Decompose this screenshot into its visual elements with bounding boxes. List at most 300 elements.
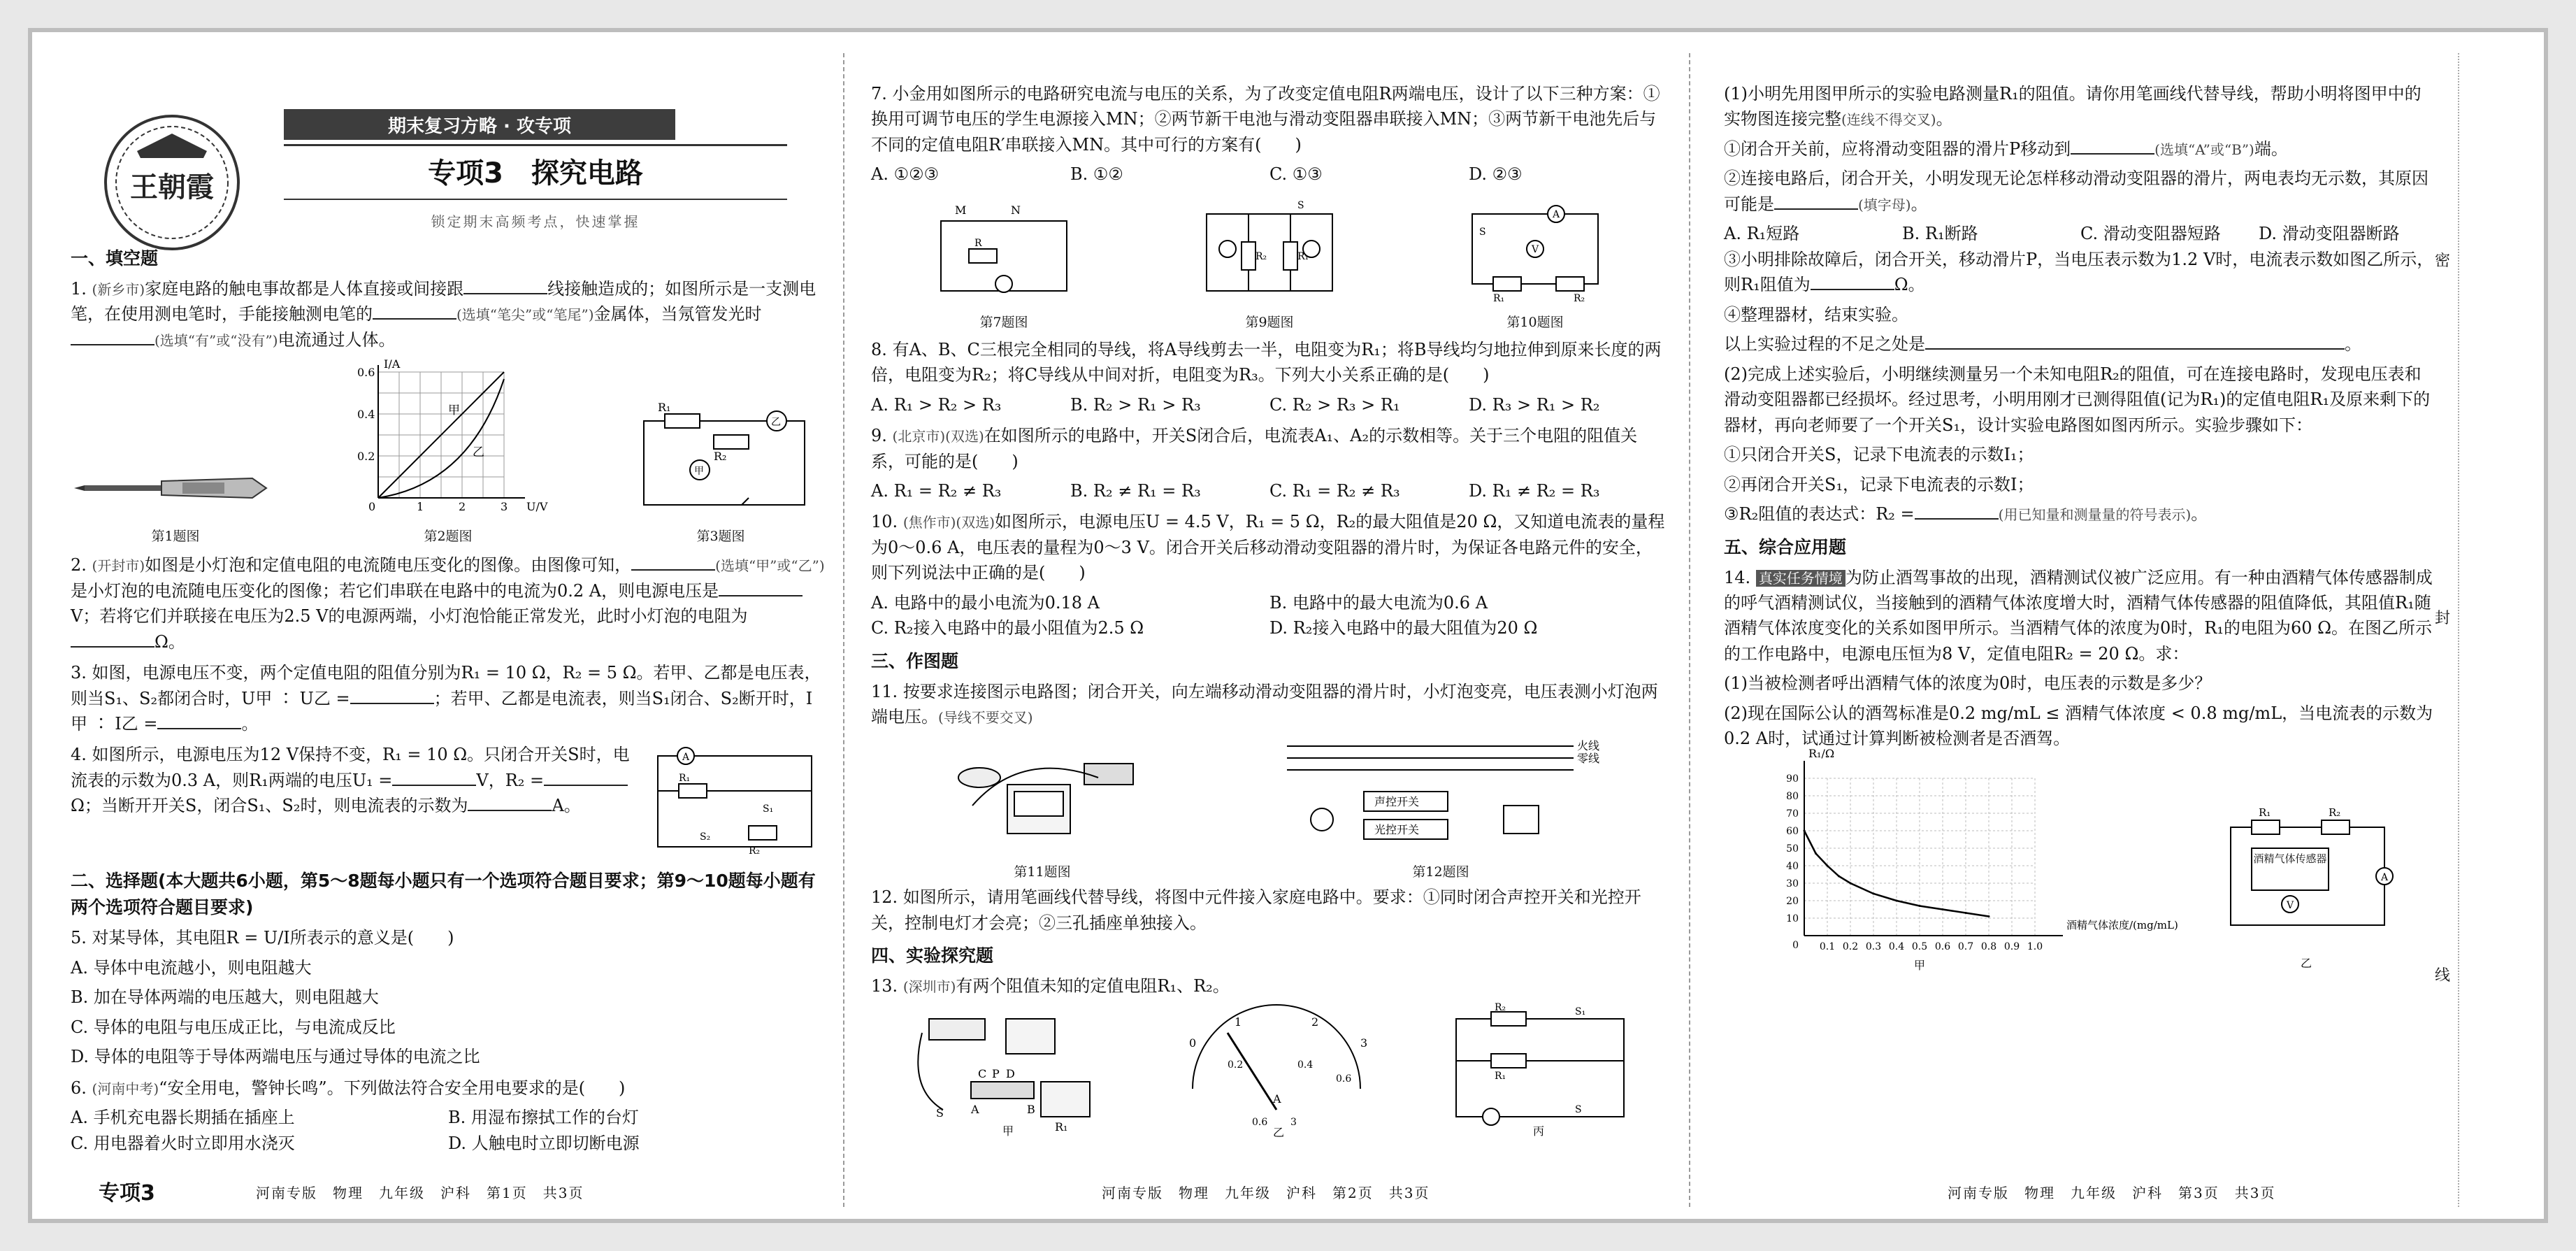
question-number: 4. xyxy=(71,745,87,765)
meter-range: 3 xyxy=(1290,1116,1297,1128)
figures-row-5 xyxy=(1724,746,2437,974)
option-a[interactable]: A. 手机充电器长期插在插座上 xyxy=(71,1108,295,1128)
question-number: 6. xyxy=(71,1078,87,1098)
sensor-label: 酒精气体传感器 xyxy=(2253,852,2327,865)
graph-ylabel: I/A xyxy=(384,357,401,371)
question-number: 7. xyxy=(871,84,887,103)
curve-label: 甲 xyxy=(448,403,460,418)
ammeter-dial xyxy=(1172,1005,1381,1138)
wire-label: 零线 xyxy=(1577,751,1600,765)
brand-logo-icon xyxy=(99,109,245,256)
question-text: Ω；当断开开关S，闭合S₁、S₂时，则电流表的示数为 xyxy=(71,796,468,816)
figure-13-yi xyxy=(1172,1005,1381,1144)
svg-text:S: S xyxy=(1297,199,1304,211)
svg-text:R₁: R₁ xyxy=(679,773,691,785)
data-point xyxy=(1965,912,1967,914)
page-divider xyxy=(843,53,844,1207)
question-13-part-2: (2)完成上述实验后，小明继续测量另一个未知电阻R₂的阻值，可在连接电路时，发现电压表和滑动变阻器都已经损坏。经过思考，小明用刚才已测得阻值(记为R₁)的定值电阻R₁及原来剩下的器材，再向老师要了一个开关S₁，设计实验电路图如图丙所示。实验步骤如下： xyxy=(1724,364,2431,435)
data-point xyxy=(1873,892,1875,894)
header-rule xyxy=(284,199,787,200)
question-number: 9. xyxy=(871,426,887,446)
question-text: 金属体，当氖管发光时 xyxy=(593,304,762,324)
tick-label: 0.4 xyxy=(357,408,375,422)
fig-label: B xyxy=(1027,1102,1036,1116)
tick-label: 70 xyxy=(1786,808,1799,820)
question-text: 小金用如图所示的电路研究电流与电压的关系，为了改变定值电阻R两端电压，设计了以下三种方案：①换用可调节电压的学生电源接入MN；②两节新干电池与滑动变阻器串联接入MN；③两节新干电池先后与不同的定值电阻R′串联接入MN。其中可行的方案有( ) xyxy=(871,84,1660,155)
option-b[interactable]: B. 用湿布擦拭工作的台灯 xyxy=(448,1108,639,1128)
answer-blank[interactable] xyxy=(1774,193,1858,210)
figure-13-jia xyxy=(901,1005,1111,1144)
option-c[interactable]: C. ①③ xyxy=(1269,164,1323,185)
fig-label: S xyxy=(1574,1103,1582,1115)
fig-label: 丙 xyxy=(1532,1124,1544,1138)
figure-caption: 第3题图 xyxy=(696,529,745,545)
figure-caption: 第12题图 xyxy=(1412,864,1469,880)
fig-label: C xyxy=(978,1066,987,1080)
question-text: V；若将它们并联接在电压为2.5 V的电源两端，小灯泡恰能正常发光，此时小灯泡的电阻为 xyxy=(71,606,748,627)
tick-label: 0.5 xyxy=(1911,941,1928,952)
iu-graph xyxy=(343,358,553,519)
column-3 xyxy=(1724,81,2437,974)
circuit-13-bing xyxy=(1442,1001,1638,1138)
tick-label: 60 xyxy=(1786,825,1799,837)
question-text: 按要求连接图示电路图；闭合开关，向左端移动滑动变阻器的滑片时，小灯泡变亮，电压表测小灯泡两端电压。 xyxy=(871,681,1658,727)
exam-sheet xyxy=(28,28,2548,1223)
question-7 xyxy=(871,81,1668,187)
tick-label: 3 xyxy=(1360,1036,1368,1050)
tick-label: 10 xyxy=(1786,913,1799,924)
question-text: 如图所示，电源电压U = 4.5 V，R₁ = 5 Ω，R₂的最大阻值是20 Ω，又知道电流表的量程为0～0.6 A，电压表的量程为0～3 V。闭合开关后移动滑动变阻器的滑片时，为保证各电路元件的安全，则下列说法中正确的是( ) xyxy=(871,512,1665,583)
page-divider xyxy=(1689,53,1690,1207)
fig-label: R₁ xyxy=(2259,806,2271,819)
option-d[interactable]: D. ②③ xyxy=(1469,164,1523,185)
section-heading: 五、综合应用题 xyxy=(1724,536,1847,557)
answer-blank[interactable] xyxy=(631,554,715,571)
question-text: V，R₂ = xyxy=(476,770,545,790)
question-8 xyxy=(871,337,1668,417)
tick-label: 80 xyxy=(1786,790,1799,802)
option-d[interactable]: D. 滑动变阻器断路 xyxy=(2259,224,2400,244)
tick-label: 0.7 xyxy=(1957,941,1974,952)
question-13-step-3 xyxy=(1724,501,2437,527)
question-13-b xyxy=(1724,166,2437,217)
data-point xyxy=(1804,829,1806,831)
tick-label: 1.0 xyxy=(2027,941,2043,952)
svg-text:S: S xyxy=(1479,226,1486,238)
section-heading: 二、选择题(本大题共6小题，第5～8题每小题只有一个选项符合题目要求；第9～10题每小题有两个选项符合题目要求) xyxy=(71,871,816,918)
fig-label: R₂ xyxy=(2329,806,2341,819)
answer-blank[interactable] xyxy=(544,769,628,786)
figures-row-3 xyxy=(871,736,1668,882)
data-point xyxy=(1896,899,1898,901)
circuit-3 xyxy=(616,393,826,519)
question-text: Ω。 xyxy=(1894,275,1925,295)
svg-text:S₂: S₂ xyxy=(700,831,711,843)
tick-label: 0.2 xyxy=(1227,1059,1244,1071)
question-13-c xyxy=(1724,247,2437,298)
question-text: ③小明排除故障后，闭合开关，移动滑片P，当电压表示数为1.2 V时，电流表示数如图乙所示，则R₁阻值为 xyxy=(1724,249,2434,295)
question-13-b-options xyxy=(1724,221,2437,246)
svg-text:甲: 甲 xyxy=(694,466,704,478)
question-note: (选填“笔尖”或“笔尾”) xyxy=(456,306,594,324)
page-footer: 河南专版 物理 九年级 沪科 第3页 共3页 xyxy=(1948,1185,2276,1201)
tick-label: 0.8 xyxy=(1980,941,1997,952)
svg-text:M: M xyxy=(955,203,967,217)
question-source: (深圳市) xyxy=(902,978,956,996)
question-source: (焦作市)(双选) xyxy=(902,514,995,531)
fig-label: S xyxy=(936,1106,944,1120)
question-text: 端。 xyxy=(2254,138,2288,159)
question-number: 12. xyxy=(871,887,898,908)
option-c[interactable]: C. 用电器着火时立即用水浇灭 xyxy=(71,1133,295,1153)
page-title: 专项3 探究电路 xyxy=(428,157,643,190)
question-number: 11. xyxy=(871,681,898,701)
question-text: 电流通过人体。 xyxy=(278,329,396,350)
tick-label: 0 xyxy=(1792,939,1799,951)
question-number: 1. xyxy=(71,279,87,299)
option-c[interactable]: C. 滑动变阻器短路 xyxy=(2080,224,2221,244)
data-point xyxy=(1815,852,1817,855)
fig-label: A xyxy=(971,1102,979,1116)
question-text: 家庭电路的触电事故都是人体直接或间接跟 xyxy=(145,279,464,299)
question-13-a xyxy=(1724,136,2437,162)
question-2 xyxy=(71,552,826,655)
answer-blank[interactable] xyxy=(719,580,803,596)
figures-row-4 xyxy=(871,1001,1668,1144)
question-text: 以上实验过程的不足之处是 xyxy=(1724,334,1925,355)
figures-row-1 xyxy=(71,358,826,547)
figure-3 xyxy=(616,393,826,547)
svg-text:R₁: R₁ xyxy=(1297,250,1309,262)
option-a[interactable]: A. R₁ = R₂ ≠ R₃ xyxy=(871,480,1002,501)
alcohol-resistance-chart xyxy=(1755,746,2178,974)
section-heading: 一、填空题 xyxy=(71,248,159,269)
option-a[interactable]: A. 电路中的最小电流为0.18 A xyxy=(871,592,1100,613)
side-mark: 封 xyxy=(2434,610,2450,627)
circuit-10 xyxy=(1458,193,1612,305)
option-c[interactable]: C. R₂ > R₃ > R₁ xyxy=(1269,394,1400,415)
question-13-part-1 xyxy=(1724,81,2437,132)
axis-label: 酒精气体浓度/(mg/mL) xyxy=(2066,918,2178,931)
option-a[interactable]: A. 导体中电流越小，则电阻越大 xyxy=(71,957,312,978)
header-rule xyxy=(284,144,787,146)
tick-label: 3 xyxy=(501,500,508,514)
question-14-part-2: (2)现在国际公认的酒驾标准是0.2 mg/mL ≤ 酒精气体浓度 < 0.8 mg/mL，当电流表的示数为0.2 A时，试通过计算判断被检测者是否酒驾。 xyxy=(1724,703,2433,749)
question-text: 如图是小灯泡和定值电阻的电流随电压变化的图像。由图像可知， xyxy=(145,555,632,576)
question-note: (连线不得交叉) xyxy=(1841,111,1936,129)
question-text: 如图所示，电源电压为12 V保持不变，R₁ = 10 Ω。只闭合开关S时，电流表的示数为0.3 A，则R₁两端的电压U₁ = xyxy=(71,745,630,790)
data-point xyxy=(1942,908,1944,910)
column-2 xyxy=(871,81,1668,1144)
question-text: 如图所示，请用笔画线代替导线，将图中元件接入家庭电路中。要求：①同时闭合声控开关和光控开关，控制电灯才会亮；②三孔插座单独接入。 xyxy=(871,887,1641,933)
question-13-step-1: ①只闭合开关S，记录下电流表的示数I₁； xyxy=(1724,445,2034,465)
svg-text:S₁: S₁ xyxy=(763,803,774,815)
question-14-part-1: (1)当被检测者呼出酒精气体的浓度为0时，电压表的示数是多少？ xyxy=(1724,673,2212,694)
side-mark: 密 xyxy=(2434,252,2450,270)
question-text: 。 xyxy=(2345,334,2361,355)
question-text: 。 xyxy=(1936,109,1953,129)
option-a[interactable]: A. ①②③ xyxy=(871,164,940,185)
tick-label: 0.6 xyxy=(357,366,375,380)
data-point xyxy=(1919,905,1921,907)
circuit-12-house xyxy=(1280,736,1602,855)
question-text: 是小灯泡的电流随电压变化的图像；若它们串联在电路中的电流为0.2 A，则电源电压是 xyxy=(71,580,719,601)
svg-text:R₂: R₂ xyxy=(1574,292,1585,304)
question-10 xyxy=(871,509,1668,641)
page-footer: 河南专版 物理 九年级 沪科 第2页 共3页 xyxy=(1102,1185,1430,1201)
question-note: (选填“甲”或“乙”) xyxy=(715,557,825,575)
circuit-7 xyxy=(927,193,1081,305)
answer-blank[interactable] xyxy=(1915,503,1999,520)
figure-7 xyxy=(927,193,1081,333)
option-b[interactable]: B. R₂ ≠ R₁ = R₃ xyxy=(1070,480,1201,501)
series-badge: 期末复习方略 · 攻专项 xyxy=(284,109,675,140)
question-number: 14. xyxy=(1724,567,1751,587)
option-c[interactable]: C. R₂接入电路中的最小阻值为2.5 Ω xyxy=(871,618,1144,638)
question-6 xyxy=(71,1075,826,1156)
question-source: (河南中考) xyxy=(92,1080,159,1097)
topic-tag: 专项3 xyxy=(99,1181,155,1206)
question-number: 5. xyxy=(71,928,87,948)
fig-label: R₁ xyxy=(1494,1070,1506,1082)
answer-blank[interactable] xyxy=(463,278,547,294)
question-text: 。 xyxy=(241,713,259,734)
svg-text:R₁: R₁ xyxy=(658,401,671,415)
option-b[interactable]: B. R₁断路 xyxy=(1902,224,1978,244)
question-text: 。 xyxy=(1911,194,1928,214)
figure-11 xyxy=(937,736,1147,882)
option-d[interactable]: D. R₃ > R₁ > R₂ xyxy=(1469,394,1600,415)
question-number: 8. xyxy=(871,339,887,359)
svg-text:V: V xyxy=(1532,243,1539,255)
switch-label: 光控开关 xyxy=(1374,822,1420,836)
meter-range: 0.6 xyxy=(1251,1116,1268,1128)
answer-blank[interactable] xyxy=(157,713,241,729)
question-number: 10. xyxy=(871,512,898,532)
option-d[interactable]: D. R₁ ≠ R₂ = R₃ xyxy=(1469,480,1600,501)
option-b[interactable]: B. R₂ > R₁ > R₃ xyxy=(1070,394,1201,415)
circuit-11-apparatus xyxy=(937,736,1147,855)
figure-caption: 第9题图 xyxy=(1245,314,1294,330)
question-4 xyxy=(71,742,644,855)
option-a[interactable]: A. R₁ > R₂ > R₃ xyxy=(871,394,1002,415)
option-d[interactable]: D. R₂接入电路中的最大阻值为20 Ω xyxy=(1269,618,1538,638)
svg-text:A: A xyxy=(2381,871,2389,883)
figure-caption: 第11题图 xyxy=(1014,864,1071,880)
figure-9 xyxy=(1193,193,1346,333)
figure-10 xyxy=(1458,193,1612,333)
tick-label: 0.9 xyxy=(2003,941,2020,952)
question-text: 在如图所示的电路中，开关S闭合后，电流表A₁、A₂的示数相等。关于三个电阻的阻值关系，可能的是( ) xyxy=(871,426,1638,471)
svg-text:N: N xyxy=(1011,203,1021,217)
svg-text:R₂: R₂ xyxy=(1255,250,1267,262)
tick-label: 0 xyxy=(1188,1036,1197,1050)
tick-label: 0.4 xyxy=(1888,941,1905,952)
question-13-step-2: ②再闭合开关S₁，记录下电流表的示数I； xyxy=(1724,474,2034,494)
side-mark: 线 xyxy=(2434,967,2450,985)
question-text: 线接触造成的；如图所示是一支测电笔，在使用测电笔时，手能接触测电笔的 xyxy=(71,279,816,324)
switch-label: 声控开关 xyxy=(1374,794,1420,808)
figure-caption: 第7题图 xyxy=(979,314,1028,330)
data-point xyxy=(1827,864,1829,866)
question-text: 有两个阻值未知的定值电阻R₁、R₂。 xyxy=(956,976,1230,996)
section-heading: 三、作图题 xyxy=(871,650,959,671)
question-text: ②连接电路后，闭合开关，小明发现无论怎样移动滑动变阻器的滑片，两电表均无示数，其原因可能是 xyxy=(1724,169,2429,214)
answer-blank[interactable] xyxy=(71,329,154,345)
question-5 xyxy=(71,925,826,1069)
question-note: (填字母) xyxy=(1858,196,1911,213)
answer-blank[interactable] xyxy=(350,687,434,704)
fig-label: 甲 xyxy=(1002,1124,1014,1138)
data-curve xyxy=(1804,831,1989,917)
option-d[interactable]: D. 人触电时立即切断电源 xyxy=(448,1133,640,1153)
question-text: 有A、B、C三根完全相同的导线，将A导线剪去一半，电阻变为R₁；将B导线均匀地拉伸到原来长度的两倍，电阻变为R₂；将C导线从中间对折，电阻变为R₃。下列大小关系正确的是( ) xyxy=(871,339,1662,385)
question-text: 。 xyxy=(2191,504,2208,524)
graph-xlabel: U/V xyxy=(526,500,548,514)
question-source: (北京市)(双选) xyxy=(892,428,984,445)
tick-label: 50 xyxy=(1786,843,1799,855)
question-11 xyxy=(871,679,1668,730)
fig-label: 乙 xyxy=(2301,956,2312,970)
curve-label: 乙 xyxy=(473,445,484,460)
tick-label: 40 xyxy=(1786,860,1799,872)
circuit-9 xyxy=(1193,193,1346,305)
svg-text:R: R xyxy=(974,237,982,249)
question-4-wrap xyxy=(71,742,826,861)
question-text: Ω。 xyxy=(154,631,185,652)
circuit-4 xyxy=(644,742,826,861)
answer-blank[interactable] xyxy=(392,769,476,786)
circuit-13-apparatus xyxy=(901,1005,1111,1138)
tick-label: 0 xyxy=(368,500,376,514)
option-b[interactable]: B. 加在导体两端的电压越大，则电阻越大 xyxy=(71,987,379,1008)
fig-label: 乙 xyxy=(1272,1125,1284,1139)
page-footer: 河南专版 物理 九年级 沪科 第1页 共3页 xyxy=(256,1185,584,1201)
figure-caption: 第1题图 xyxy=(151,529,200,545)
question-9 xyxy=(871,423,1668,503)
question-text: (1)小明先用图甲所示的实验电路测量R₁的阻值。请你用笔画线代替导线，帮助小明将图甲中的实物图连接完整 xyxy=(1724,84,2422,129)
question-text: A。 xyxy=(552,796,581,816)
answer-blank[interactable] xyxy=(2071,138,2154,155)
question-1 xyxy=(71,276,826,352)
question-14 xyxy=(1724,565,2437,752)
tick-label: 90 xyxy=(1786,773,1799,785)
tick-label: 1 xyxy=(1234,1015,1242,1029)
circuit-14-yi xyxy=(2210,799,2405,974)
answer-blank[interactable] xyxy=(468,794,552,811)
question-number: 13. xyxy=(871,976,898,996)
option-c[interactable]: C. R₁ = R₂ ≠ R₃ xyxy=(1269,480,1400,501)
question-note: (用已知量和测量量的符号表示) xyxy=(1998,506,2192,524)
tick-label: 0.3 xyxy=(1865,941,1882,952)
figure-1 xyxy=(71,456,280,547)
answer-blank[interactable] xyxy=(1925,333,2345,350)
svg-text:R₁: R₁ xyxy=(1493,292,1505,304)
question-note: (选填“A”或“B”) xyxy=(2154,141,2254,158)
question-text: “安全用电，警钟长鸣”。下列做法符合安全用电要求的是( ) xyxy=(159,1078,626,1098)
answer-blank[interactable] xyxy=(1811,273,1894,290)
meter-unit: A xyxy=(1272,1092,1281,1106)
column-1 xyxy=(71,238,826,1161)
tick-label: 2 xyxy=(1311,1015,1319,1029)
svg-text:R₂: R₂ xyxy=(714,450,727,464)
tick-label: 1 xyxy=(417,500,424,514)
logo-text: 王朝霞 xyxy=(130,171,214,203)
axis-label: R₁/Ω xyxy=(1808,746,1835,760)
question-13-e xyxy=(1724,331,2437,357)
question-13-d: ④整理器材，结束实验。 xyxy=(1724,304,1908,324)
question-text: 为防止酒驾事故的出现，酒精测试仪被广泛应用。有一种由酒精气体传感器制成的呼气酒精测试仪，当接触到的酒精气体浓度增大时，酒精气体传感器的阻值降低，其阻值R₁随酒精气体浓度变化的关系如图甲所示。当酒精气体的浓度为0时，R₁的电阻为60 Ω。在图乙所示的工作电路中，电源电压恒为8 V，定值电阻R₂ = 20 Ω。求： xyxy=(1724,567,2433,664)
tick-label: 0.1 xyxy=(1819,941,1836,952)
figure-caption: 第10题图 xyxy=(1506,314,1564,330)
option-c[interactable]: C. 导体的电阻与电压成正比，与电流成反比 xyxy=(71,1017,396,1037)
data-point xyxy=(1850,882,1852,884)
svg-text:乙: 乙 xyxy=(771,417,781,429)
question-number: 2. xyxy=(71,555,87,576)
fig-label: D xyxy=(1006,1066,1016,1080)
wire-label: 火线 xyxy=(1577,738,1600,752)
question-text: 对某导体，其电阻R = U/I所表示的意义是( ) xyxy=(92,928,454,948)
svg-text:V: V xyxy=(2287,899,2294,911)
question-13-stem xyxy=(871,973,1668,999)
question-note: (选填“有”或“没有”) xyxy=(154,331,278,349)
tick-label: 0.4 xyxy=(1297,1059,1314,1071)
test-pen-icon xyxy=(71,456,280,519)
figure-2 xyxy=(343,358,553,547)
question-text: ③R₂阻值的表达式：R₂ = xyxy=(1724,504,1915,524)
question-note: (导线不要交叉) xyxy=(938,709,1033,727)
option-b[interactable]: B. ①② xyxy=(1070,164,1123,185)
fig-label: R₂ xyxy=(1494,1001,1506,1013)
page-subtitle: 锁定期末高频考点，快速掌握 xyxy=(431,213,640,230)
question-3 xyxy=(71,660,826,736)
question-source: (新乡市) xyxy=(92,281,145,298)
chart-caption: 甲 xyxy=(1913,958,1926,972)
figures-row-2 xyxy=(871,193,1668,333)
svg-text:A: A xyxy=(1553,208,1560,220)
question-source: (开封市) xyxy=(92,557,145,575)
figure-13-bing xyxy=(1442,1001,1638,1144)
tick-label: 0.6 xyxy=(1335,1073,1352,1085)
option-d[interactable]: D. 导体的电阻等于导体两端电压与通过导体的电流之比 xyxy=(71,1047,480,1067)
data-point xyxy=(1988,915,1990,917)
figure-caption: 第2题图 xyxy=(424,529,473,545)
context-badge: 真实任务情境 xyxy=(1756,570,1845,587)
fig-label: S₁ xyxy=(1574,1006,1585,1017)
answer-blank[interactable] xyxy=(373,303,456,320)
tick-label: 20 xyxy=(1786,895,1799,907)
tick-label: 0.2 xyxy=(1842,941,1859,952)
fig-label: P xyxy=(992,1066,1000,1080)
question-text: ；若甲、乙都是电流表，则当S₁闭合、S₂断开时，I甲 ∶ I乙 = xyxy=(71,688,813,734)
tick-label: 2 xyxy=(459,500,466,514)
option-a[interactable]: A. R₁短路 xyxy=(1724,224,1800,244)
question-text: ①闭合开关前，应将滑动变阻器的滑片P移动到 xyxy=(1724,138,2071,159)
section-heading: 四、实验探究题 xyxy=(871,945,994,966)
tick-label: 0.2 xyxy=(357,450,375,464)
question-12 xyxy=(871,885,1668,936)
question-number: 3. xyxy=(71,663,87,683)
svg-text:A: A xyxy=(682,752,690,764)
data-point xyxy=(1838,875,1840,877)
fig-label: R₁ xyxy=(1055,1120,1068,1134)
svg-text:R₂: R₂ xyxy=(749,845,761,857)
tick-label: 0.6 xyxy=(1934,941,1951,952)
answer-blank[interactable] xyxy=(71,631,154,648)
option-b[interactable]: B. 电路中的最大电流为0.6 A xyxy=(1269,592,1488,613)
figure-12 xyxy=(1280,736,1602,882)
question-text: 如图，电源电压不变，两个定值电阻的阻值分别为R₁ = 10 Ω，R₂ = 5 Ω。若甲、乙都是电压表，则当S₁、S₂都闭合时，U甲 ∶ U乙 = xyxy=(71,663,821,708)
